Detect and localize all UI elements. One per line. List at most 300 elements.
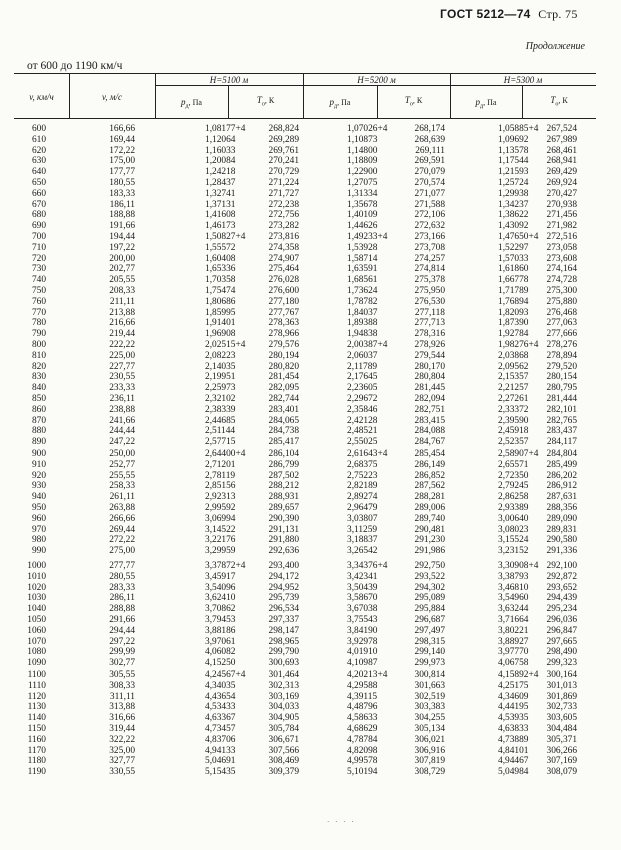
cell-temp-5300: 276,468 (546, 307, 577, 318)
cell-temp-5100: 299,790 (268, 647, 299, 658)
cell-v-kmh: 950 (31, 503, 46, 513)
cell-temp-5100: 273,816 (268, 232, 299, 242)
cell-temp-5100: 283,401 (268, 404, 299, 415)
cell-pressure-5200: 1,40109 (347, 210, 378, 221)
cell-pressure-5200: 2,55025 (347, 437, 378, 448)
cell-v-kmh: 650 (31, 178, 46, 188)
cell-pressure-5300: 2,39590 (498, 415, 529, 426)
cell-v-kmh: 870 (31, 415, 46, 426)
cell-pressure-5100: 3,88186 (205, 625, 236, 636)
cell-pressure-5200: 4,01910 (347, 647, 378, 658)
cell-pressure-5100: 1,16033 (205, 145, 236, 156)
table-row (0, 286, 621, 297)
cell-temp-5100: 294,952 (268, 582, 299, 593)
cell-pressure-5300: 2,33372 (498, 404, 529, 415)
cell-temp-5200: 304,255 (414, 713, 445, 724)
cell-v-ms: 291,66 (109, 615, 135, 625)
cell-pressure-5300: 1,05885+4 (498, 124, 539, 134)
cell-temp-5200: 277,713 (414, 318, 445, 329)
cell-pressure-5200: 1,73624 (347, 286, 378, 296)
cell-temp-5100: 284,065 (268, 415, 299, 426)
cell-v-kmh: 910 (31, 459, 46, 470)
cell-temp-5300: 301,013 (546, 680, 577, 691)
cell-v-kmh: 890 (31, 437, 46, 448)
cell-temp-5300: 275,300 (546, 286, 577, 296)
header-altitude-1: H=5100 м (209, 75, 249, 85)
cell-temp-5200: 306,916 (414, 745, 445, 756)
cell-pressure-5100: 4,15250 (205, 658, 236, 669)
cell-pressure-5200: 4,10987 (347, 658, 378, 669)
cell-temp-5100: 276,600 (268, 286, 299, 296)
cell-v-ms: 330,55 (109, 767, 135, 778)
table-row (0, 329, 621, 340)
cell-v-ms: 238,88 (109, 404, 135, 415)
table-row (0, 308, 621, 319)
cell-pressure-5300: 1,52297 (498, 242, 529, 253)
cell-v-kmh: 630 (31, 156, 46, 167)
cell-temp-5200: 273,166 (414, 232, 445, 242)
cell-pressure-5200: 4,99578 (347, 756, 378, 767)
cell-temp-5300: 280,795 (546, 383, 577, 394)
cell-pressure-5300: 1,21593 (498, 167, 529, 178)
cell-pressure-5100: 4,53433 (205, 702, 236, 713)
header-altitude-2: H=5200 м (357, 75, 396, 85)
cell-pressure-5100: 1,46173 (205, 221, 236, 232)
cell-temp-5100: 277,180 (268, 296, 299, 307)
cell-temp-5300: 306,266 (546, 745, 577, 756)
cell-temp-5100: 287,502 (268, 470, 299, 481)
table-row (0, 514, 621, 525)
cell-pressure-5200: 3,50439 (347, 582, 378, 593)
cell-temp-5100: 288,212 (268, 481, 299, 492)
cell-pressure-5200: 3,34376+4 (347, 561, 388, 571)
cell-pressure-5200: 4,29588 (347, 680, 378, 691)
cell-pressure-5300: 4,25175 (498, 680, 529, 691)
cell-v-ms: 208,33 (109, 286, 135, 296)
cell-temp-5300: 283,437 (546, 426, 577, 437)
cell-v-ms: 183,33 (109, 188, 135, 199)
cell-temp-5300: 270,938 (546, 199, 577, 210)
cell-temp-5100: 282,095 (268, 383, 299, 394)
cell-pressure-5100: 1,55572 (205, 242, 236, 253)
cell-pressure-5300: 4,15892+4 (498, 670, 539, 680)
table-row (0, 535, 621, 546)
cell-temp-5200: 296,687 (414, 615, 445, 625)
cell-v-ms: 219,44 (109, 329, 135, 340)
cell-pressure-5200: 2,23605 (347, 383, 378, 394)
cell-v-ms: 327,77 (109, 756, 135, 767)
cell-temp-5100: 286,104 (268, 449, 299, 459)
cell-temp-5300: 269,924 (546, 178, 577, 188)
cell-v-kmh: 640 (31, 167, 46, 178)
cell-temp-5300: 267,524 (546, 124, 577, 134)
cell-v-ms: 194,44 (109, 232, 135, 242)
cell-temp-5200: 281,445 (414, 383, 445, 394)
cell-pressure-5300: 1,38622 (498, 210, 529, 221)
table-row (0, 460, 621, 471)
cell-pressure-5200: 2,48521 (347, 426, 378, 437)
table-row (0, 713, 621, 724)
table-row (0, 178, 621, 189)
cell-pressure-5200: 1,44626 (347, 221, 378, 232)
cell-pressure-5100: 4,83706 (205, 734, 236, 745)
cell-v-kmh: 930 (31, 481, 46, 492)
cell-temp-5300: 295,234 (546, 604, 577, 615)
group-divider-rule (155, 85, 596, 86)
cell-temp-5300: 296,847 (546, 625, 577, 636)
header-temp-1: $T_о$, К (256, 95, 275, 108)
cell-pressure-5200: 1,94838 (347, 329, 378, 340)
cell-temp-5100: 309,379 (268, 767, 299, 778)
cell-v-kmh: 860 (31, 404, 46, 415)
cell-pressure-5300: 1,25724 (498, 178, 529, 188)
cell-pressure-5300: 2,27261 (498, 394, 529, 404)
cell-pressure-5100: 1,70358 (205, 275, 236, 286)
cell-pressure-5200: 4,48796 (347, 702, 378, 713)
cell-temp-5200: 288,281 (414, 492, 445, 503)
cell-temp-5100: 285,417 (268, 437, 299, 448)
cell-pressure-5300: 1,98276+4 (498, 340, 539, 350)
table-row (0, 583, 621, 594)
cell-temp-5100: 280,194 (268, 350, 299, 361)
cell-pressure-5100: 1,85995 (205, 307, 236, 318)
cell-pressure-5200: 2,35846 (347, 404, 378, 415)
table-row (0, 724, 621, 735)
table-row (0, 471, 621, 482)
cell-temp-5100: 281,454 (268, 372, 299, 383)
cell-pressure-5300: 2,03868 (498, 350, 529, 361)
table-row (0, 492, 621, 503)
cell-v-ms: 288,88 (109, 604, 135, 615)
cell-temp-5300: 273,608 (546, 253, 577, 264)
cell-v-ms: 252,77 (109, 459, 135, 470)
cell-pressure-5300: 1,61860 (498, 264, 529, 275)
cell-v-ms: 205,55 (109, 275, 135, 286)
continuation-note: Продолжение (525, 41, 585, 52)
cell-v-kmh: 610 (31, 134, 46, 145)
cell-temp-5300: 281,444 (546, 394, 577, 404)
cell-pressure-5300: 4,63833 (498, 724, 529, 734)
cell-v-kmh: 1070 (27, 636, 46, 647)
cell-temp-5300: 288,356 (546, 503, 577, 513)
cell-v-ms: 166,66 (109, 124, 135, 134)
cell-v-ms: 286,11 (109, 593, 135, 604)
cell-v-kmh: 1190 (27, 767, 46, 778)
cell-v-ms: 319,44 (109, 724, 135, 734)
cell-temp-5200: 287,562 (414, 481, 445, 492)
cell-pressure-5300: 1,47650+4 (498, 232, 539, 242)
cell-temp-5200: 268,639 (414, 134, 445, 145)
cell-pressure-5100: 4,94133 (205, 745, 236, 756)
cell-pressure-5100: 5,15435 (205, 767, 236, 778)
cell-pressure-5300: 2,79245 (498, 481, 529, 492)
cell-pressure-5300: 1,13578 (498, 145, 529, 156)
cell-temp-5300: 294,439 (546, 593, 577, 604)
cell-v-kmh: 660 (31, 188, 46, 199)
header-temp-3: $T_о$, К (550, 95, 568, 108)
cell-pressure-5200: 3,42341 (347, 571, 378, 582)
cell-v-ms: 236,11 (109, 394, 135, 404)
cell-pressure-5300: 4,06758 (498, 658, 529, 669)
cell-pressure-5100: 3,22176 (205, 535, 236, 546)
cell-v-kmh: 1060 (27, 625, 46, 636)
cell-temp-5300: 275,880 (546, 296, 577, 307)
cell-v-ms: 197,22 (109, 242, 135, 253)
cell-v-kmh: 1100 (27, 670, 46, 680)
cell-pressure-5200: 2,00387+4 (347, 340, 388, 350)
cell-pressure-5100: 2,32102 (205, 394, 236, 404)
cell-pressure-5300: 4,84101 (498, 745, 529, 756)
cell-temp-5200: 295,089 (414, 593, 445, 604)
cell-pressure-5100: 3,14522 (205, 524, 236, 535)
cell-v-kmh: 620 (31, 145, 46, 156)
cell-v-ms: 255,55 (109, 470, 135, 481)
table-row (0, 604, 621, 615)
cell-temp-5300: 280,154 (546, 372, 577, 383)
cell-v-kmh: 1030 (27, 593, 46, 604)
cell-pressure-5300: 3,38793 (498, 571, 529, 582)
cell-pressure-5100: 1,91401 (205, 318, 236, 329)
cell-v-ms: 261,11 (109, 492, 135, 503)
cell-pressure-5100: 4,73457 (205, 724, 236, 734)
cell-pressure-5100: 1,41608 (205, 210, 236, 221)
cell-pressure-5300: 1,87390 (498, 318, 529, 329)
cell-pressure-5100: 1,12064 (205, 134, 236, 145)
cell-v-ms: 311,11 (109, 691, 135, 702)
cell-temp-5300: 293,652 (546, 582, 577, 593)
cell-v-ms: 213,88 (109, 307, 135, 318)
cell-v-kmh: 880 (31, 426, 46, 437)
table-row (0, 426, 621, 437)
cell-temp-5200: 285,454 (414, 449, 445, 459)
cell-temp-5200: 286,852 (414, 470, 445, 481)
table-row (0, 647, 621, 658)
table-row (0, 254, 621, 265)
cell-temp-5100: 279,576 (268, 340, 299, 350)
cell-pressure-5300: 3,46810 (498, 582, 529, 593)
cell-temp-5100: 271,727 (268, 188, 299, 199)
cell-pressure-5300: 2,15357 (498, 372, 529, 383)
cell-pressure-5200: 1,58714 (347, 253, 378, 264)
cell-pressure-5200: 4,58633 (347, 713, 378, 724)
cell-temp-5200: 302,519 (414, 691, 445, 702)
cell-pressure-5300: 2,09562 (498, 361, 529, 372)
cell-temp-5100: 273,282 (268, 221, 299, 232)
table-row (0, 416, 621, 427)
cell-temp-5100: 280,820 (268, 361, 299, 372)
cell-temp-5300: 296,036 (546, 615, 577, 625)
cell-v-ms: 186,11 (109, 199, 135, 210)
cell-pressure-5300: 1,17544 (498, 156, 529, 167)
cell-pressure-5100: 2,51144 (205, 426, 236, 437)
cell-pressure-5200: 4,68629 (347, 724, 378, 734)
cell-temp-5100: 295,739 (268, 593, 299, 604)
cell-temp-5200: 286,149 (414, 459, 445, 470)
table-row (0, 702, 621, 713)
cell-v-ms: 297,22 (109, 636, 135, 647)
cell-v-ms: 325,00 (109, 745, 135, 756)
table-row (0, 449, 621, 460)
cell-v-ms: 233,33 (109, 383, 135, 394)
cell-temp-5100: 278,363 (268, 318, 299, 329)
cell-temp-5100: 272,238 (268, 199, 299, 210)
table-row (0, 232, 621, 243)
table-top-rule (14, 73, 596, 74)
cell-temp-5200: 291,230 (414, 535, 445, 546)
cell-temp-5100: 268,824 (268, 124, 299, 134)
cell-v-kmh: 940 (31, 492, 46, 503)
cell-v-kmh: 1140 (27, 713, 46, 724)
cell-pressure-5100: 2,99592 (205, 503, 236, 513)
cell-temp-5300: 278,276 (546, 340, 577, 350)
cell-v-ms: 275,00 (109, 546, 135, 557)
cell-temp-5100: 275,464 (268, 264, 299, 275)
header-bottom-rule (14, 118, 596, 119)
cell-pressure-5100: 3,29959 (205, 546, 236, 557)
cell-temp-5100: 282,744 (268, 394, 299, 404)
cell-v-kmh: 600 (31, 124, 46, 134)
cell-temp-5100: 274,358 (268, 242, 299, 253)
cell-v-kmh: 1020 (27, 582, 46, 593)
cell-v-ms: 322,22 (109, 734, 135, 745)
cell-temp-5200: 269,111 (415, 145, 445, 156)
cell-v-kmh: 990 (31, 546, 46, 557)
table-row (0, 372, 621, 383)
table-row (0, 243, 621, 254)
cell-pressure-5100: 2,14035 (205, 361, 236, 372)
cell-pressure-5200: 3,18837 (347, 535, 378, 546)
cell-pressure-5300: 3,23152 (498, 546, 529, 557)
cell-pressure-5100: 4,63367 (205, 713, 236, 724)
cell-v-ms: 202,77 (109, 264, 135, 275)
cell-pressure-5300: 2,86258 (498, 492, 529, 503)
cell-temp-5200: 280,170 (414, 361, 445, 372)
cell-pressure-5200: 1,84037 (347, 307, 378, 318)
table-row (0, 525, 621, 536)
cell-v-ms: 216,66 (109, 318, 135, 329)
cell-temp-5200: 272,106 (414, 210, 445, 221)
cell-v-kmh: 710 (31, 242, 46, 253)
cell-temp-5100: 291,131 (268, 524, 299, 535)
cell-temp-5300: 290,580 (546, 535, 577, 546)
speed-range-note: от 600 до 1190 км/ч (27, 60, 123, 72)
cell-temp-5100: 297,337 (268, 615, 299, 625)
cell-pressure-5300: 2,58907+4 (498, 449, 539, 459)
cell-v-ms: 191,66 (109, 221, 135, 232)
cell-temp-5100: 270,729 (268, 167, 299, 178)
cell-pressure-5200: 1,18809 (347, 156, 378, 167)
cell-temp-5100: 271,224 (268, 178, 299, 188)
cell-pressure-5200: 1,10873 (347, 134, 378, 145)
cell-pressure-5200: 1,07026+4 (347, 124, 388, 134)
cell-temp-5300: 284,804 (546, 449, 577, 459)
cell-temp-5300: 300,164 (546, 670, 577, 680)
table-row (0, 275, 621, 286)
cell-temp-5300: 278,894 (546, 350, 577, 361)
cell-v-kmh: 1090 (27, 658, 46, 669)
cell-pressure-5100: 1,96908 (205, 329, 236, 340)
cell-temp-5300: 273,058 (546, 242, 577, 253)
cell-temp-5200: 283,415 (414, 415, 445, 426)
cell-temp-5300: 274,164 (546, 264, 577, 275)
cell-v-ms: 247,22 (109, 437, 135, 448)
table-row (0, 189, 621, 200)
cell-v-kmh: 730 (31, 264, 46, 275)
header-v-ms: v, м/с (101, 92, 123, 102)
cell-pressure-5300: 3,00640 (498, 513, 529, 524)
cell-v-kmh: 1010 (27, 571, 46, 582)
cell-pressure-5300: 1,09692 (498, 134, 529, 145)
cell-pressure-5200: 3,92978 (347, 636, 378, 647)
cell-pressure-5200: 2,06037 (347, 350, 378, 361)
cell-temp-5300: 307,169 (546, 756, 577, 767)
cell-pressure-5300: 2,72350 (498, 470, 529, 481)
cell-temp-5200: 297,497 (414, 625, 445, 636)
cell-temp-5100: 284,738 (268, 426, 299, 437)
cell-temp-5300: 274,728 (546, 275, 577, 286)
cell-v-kmh: 800 (31, 340, 46, 350)
cell-pressure-5300: 3,97770 (498, 647, 529, 658)
cell-pressure-5300: 2,21257 (498, 383, 529, 394)
cell-pressure-5200: 2,11789 (347, 361, 378, 372)
cell-temp-5200: 271,077 (414, 188, 445, 199)
table-row (0, 681, 621, 692)
cell-temp-5200: 278,926 (414, 340, 445, 350)
cell-pressure-5200: 1,49233+4 (347, 232, 388, 242)
cell-temp-5300: 292,872 (546, 571, 577, 582)
cell-temp-5300: 289,831 (546, 524, 577, 535)
header-pressure-3: $p_д$, Па (475, 97, 497, 110)
footer-marks: · · · · (327, 818, 356, 826)
cell-v-kmh: 750 (31, 286, 46, 296)
cell-v-kmh: 1050 (27, 615, 46, 625)
table-row (0, 593, 621, 604)
cell-pressure-5200: 2,82189 (347, 481, 378, 492)
table-row (0, 692, 621, 703)
cell-temp-5300: 271,456 (546, 210, 577, 221)
cell-temp-5300: 308,079 (546, 767, 577, 778)
cell-temp-5200: 298,315 (414, 636, 445, 647)
cell-temp-5300: 289,090 (546, 513, 577, 524)
table-row (0, 546, 621, 557)
cell-v-kmh: 1120 (27, 691, 46, 702)
cell-temp-5200: 295,884 (414, 604, 445, 615)
cell-v-ms: 169,44 (109, 134, 135, 145)
cell-pressure-5300: 1,43092 (498, 221, 529, 232)
cell-pressure-5100: 1,08177+4 (205, 124, 246, 134)
table-row (0, 394, 621, 405)
cell-pressure-5300: 1,66778 (498, 275, 529, 286)
table-row (0, 362, 621, 373)
cell-pressure-5200: 1,35678 (347, 199, 378, 210)
cell-pressure-5200: 1,89388 (347, 318, 378, 329)
cell-v-kmh: 960 (31, 513, 46, 524)
cell-pressure-5200: 3,03807 (347, 513, 378, 524)
cell-pressure-5100: 3,37872+4 (205, 561, 246, 571)
cell-temp-5200: 291,986 (414, 546, 445, 557)
cell-pressure-5300: 1,71789 (498, 286, 529, 296)
cell-temp-5100: 276,028 (268, 275, 299, 286)
cell-temp-5100: 301,464 (268, 670, 299, 680)
cell-v-ms: 316,66 (109, 713, 135, 724)
cell-temp-5300: 305,371 (546, 734, 577, 745)
cell-pressure-5200: 3,26542 (347, 546, 378, 557)
cell-pressure-5100: 2,92313 (205, 492, 236, 503)
cell-temp-5300: 301,869 (546, 691, 577, 702)
cell-pressure-5100: 3,54096 (205, 582, 236, 593)
cell-v-ms: 180,55 (109, 178, 135, 188)
cell-pressure-5200: 2,42128 (347, 415, 378, 426)
